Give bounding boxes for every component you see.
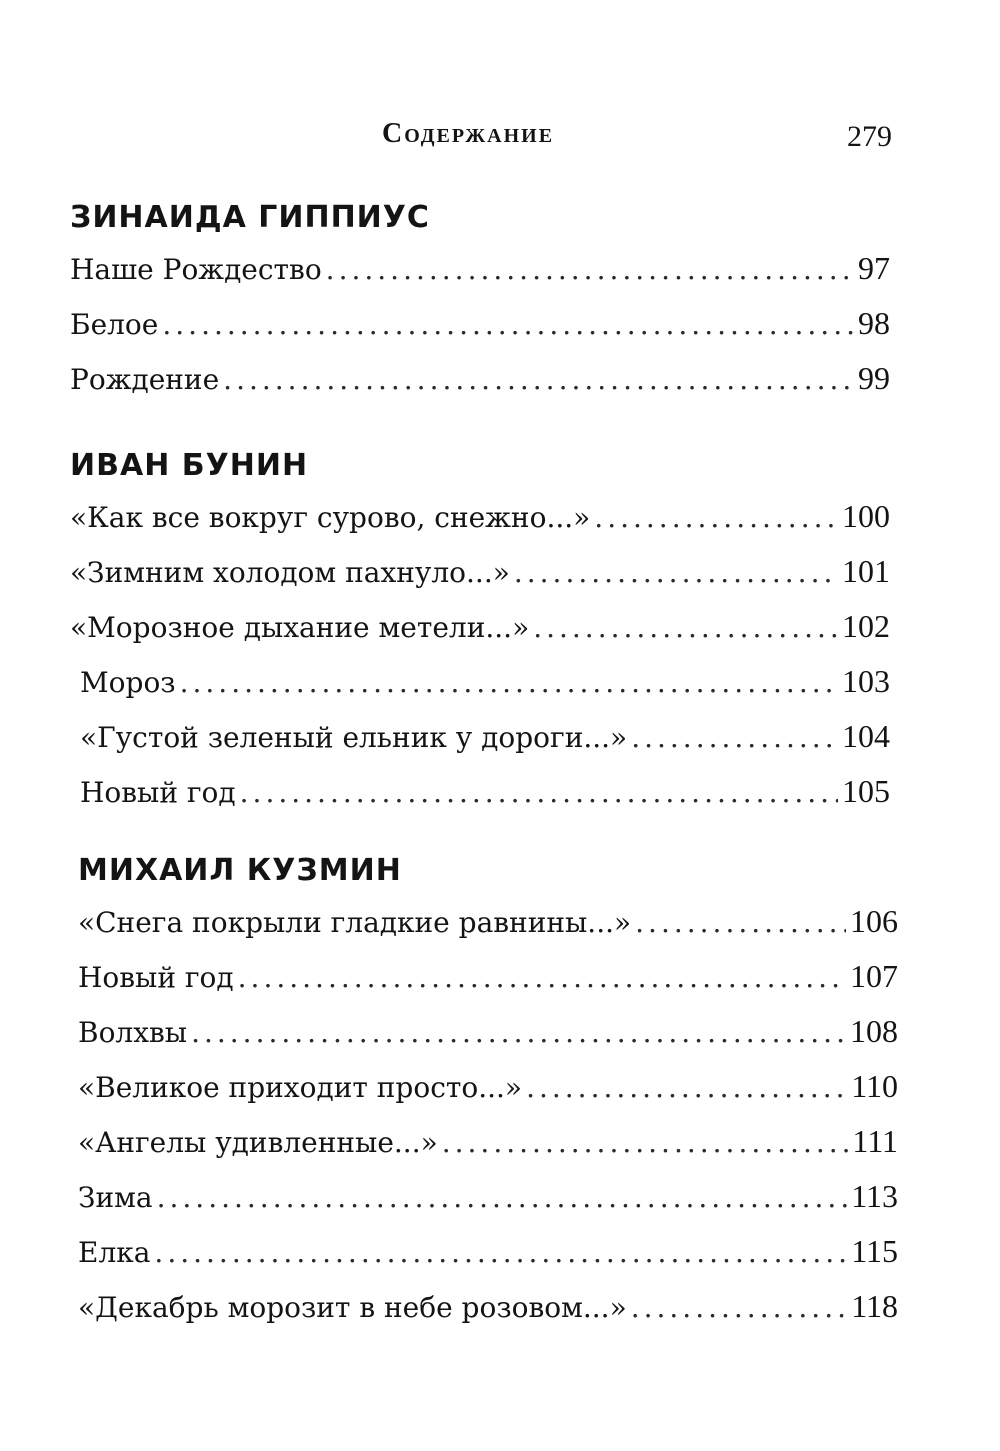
toc-section (70, 195, 890, 406)
dot-leader (180, 655, 838, 710)
entry-title: «Морозное дыхание метели...» (70, 611, 530, 644)
toc-entry (78, 949, 898, 1004)
entry-page: 110 (851, 1068, 898, 1104)
toc-entry (70, 489, 890, 544)
entry-page: 103 (842, 663, 890, 699)
entry-title: «Зимним холодом пахнуло...» (70, 556, 510, 589)
toc-section (78, 848, 898, 1334)
dot-leader (514, 545, 838, 600)
entry-title: «Снега покрыли гладкие равнины...» (78, 906, 632, 939)
dot-leader (631, 1280, 847, 1335)
entry-title: Белое (70, 308, 159, 341)
entry-title: Новый год (80, 776, 236, 809)
dot-leader (631, 710, 838, 765)
entry-page: 99 (858, 360, 890, 396)
entry-title: «Декабрь морозит в небе розовом...» (78, 1291, 627, 1324)
toc-entry (78, 1279, 898, 1334)
dot-leader (162, 297, 854, 352)
entry-page: 101 (842, 553, 890, 589)
entry-title: «Ангелы удивленные...» (78, 1126, 438, 1159)
author-heading: ИВАН БУНИН (70, 448, 309, 483)
dot-leader (326, 242, 854, 297)
entry-page: 105 (842, 773, 890, 809)
entry-page: 113 (851, 1178, 898, 1214)
dot-leader (191, 1005, 846, 1060)
entry-page: 107 (850, 958, 898, 994)
running-title-text: Содержание (382, 118, 555, 149)
toc-entry (70, 764, 890, 819)
entry-page: 108 (850, 1013, 898, 1049)
entry-page: 102 (842, 608, 890, 644)
dot-leader (154, 1225, 847, 1280)
toc-entry (70, 544, 890, 599)
entry-page: 118 (851, 1288, 898, 1324)
dot-leader (442, 1115, 849, 1170)
entry-title: Новый год (78, 961, 234, 994)
entry-page: 115 (851, 1233, 898, 1269)
entry-title: «Густой зеленый ельник у дороги...» (80, 721, 628, 754)
entry-page: 106 (850, 903, 898, 939)
entry-title: Зима (78, 1181, 153, 1214)
entry-title: Мороз (80, 666, 176, 699)
toc-entry (70, 351, 890, 406)
dot-leader (238, 950, 846, 1005)
toc-entry (70, 709, 890, 764)
entry-title: Елка (78, 1236, 151, 1269)
dot-leader (223, 352, 854, 407)
entry-page: 104 (842, 718, 890, 754)
entry-title: «Как все вокруг сурово, снежно...» (70, 501, 591, 534)
running-head (70, 118, 892, 154)
entry-page: 111 (852, 1123, 898, 1159)
page-number: 279 (847, 120, 892, 153)
toc-entry (78, 1224, 898, 1279)
entry-page: 98 (858, 305, 890, 341)
entry-title: Волхвы (78, 1016, 188, 1049)
dot-leader (526, 1060, 847, 1115)
entry-page: 97 (858, 250, 890, 286)
entry-page: 100 (842, 498, 890, 534)
dot-leader (594, 490, 838, 545)
toc-entry (70, 241, 890, 296)
entry-title: Рождение (70, 363, 220, 396)
dot-leader (635, 895, 846, 950)
toc-entry (70, 654, 890, 709)
dot-leader (533, 600, 838, 655)
toc-entry (70, 599, 890, 654)
entry-title: Наше Рождество (70, 253, 322, 286)
toc-section (70, 443, 890, 819)
running-title (70, 118, 892, 150)
dot-leader (240, 765, 838, 820)
entry-title: «Великое приходит просто...» (78, 1071, 523, 1104)
toc-entry (78, 1114, 898, 1169)
toc-entry (78, 1059, 898, 1114)
author-heading: МИХАИЛ КУЗМИН (78, 853, 402, 888)
toc-entry (70, 296, 890, 351)
toc-entry (78, 1004, 898, 1059)
toc-entry (78, 1169, 898, 1224)
author-heading: ЗИНАИДА ГИППИУС (70, 200, 430, 235)
toc-entry (78, 894, 898, 949)
dot-leader (157, 1170, 848, 1225)
